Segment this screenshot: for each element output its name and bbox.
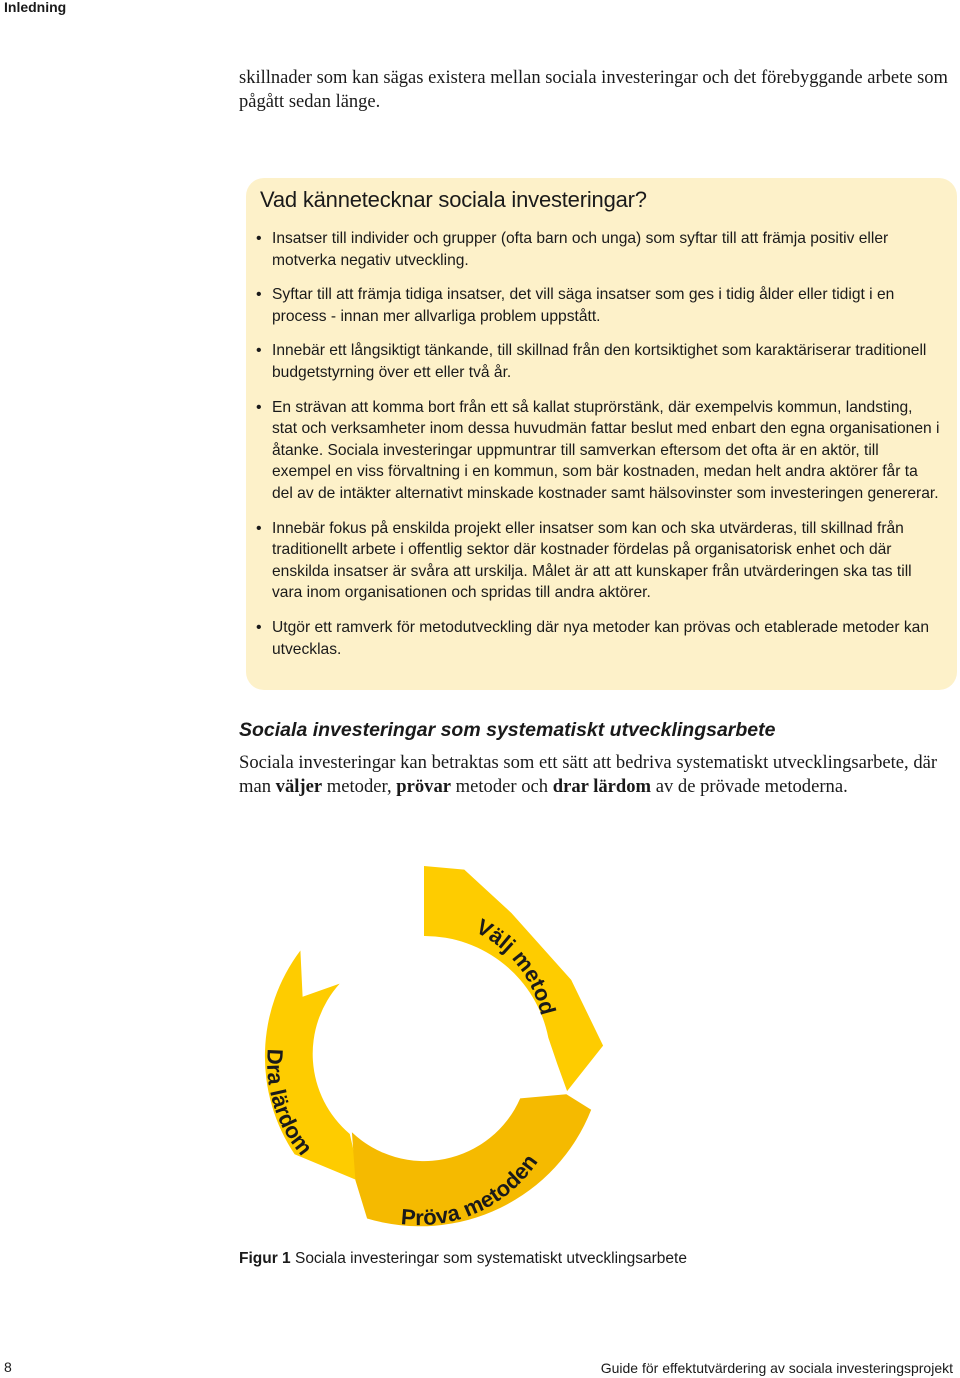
- intro-paragraph: skillnader som kan sägas existera mellan sociala investeringar och det förebyggande arbete som pågått sedan länge.: [239, 68, 948, 112]
- keyword-choose: väljer: [275, 776, 323, 797]
- step-label-choose: Välj metod: [472, 913, 561, 1018]
- footer-title: Guide för effektutvärdering av sociala investeringsprojekt: [600, 1360, 953, 1376]
- section-text: av de prövade metoderna.: [651, 776, 848, 797]
- section-text: metoder och: [451, 776, 553, 797]
- section-body: [239, 751, 960, 799]
- section-text: metoder,: [322, 776, 397, 797]
- list-item: • Syftar till att främja tidiga insatser, det vill säga insatser som ges i tidig ålder eller tidigt i en process - innan mer allvarliga problem uppstått.: [272, 284, 940, 327]
- list-item: • Utgör ett ramverk för metodutveckling där nya metoder kan prövas och etablerade metoder kan utvecklas.: [272, 617, 940, 660]
- list-item: • Innebär fokus på enskilda projekt eller insatser som kan och ska utvärderas, till skillnad från traditionellt arbete i offentlig sektor där kostnader fördelas på organisatorisk enhet och där enskilda insatser är svåra att urskilja. Målet är att att kunskaper från utvärderingen ska tas till vara inom organisationen och spridas till andra aktörer.: [272, 518, 940, 604]
- step-label-learn: Dra lärdom: [261, 1048, 318, 1160]
- figure-caption: [239, 1250, 687, 1268]
- fact-box-list: [272, 228, 940, 673]
- keyword-try: prövar: [396, 776, 452, 797]
- fact-box-title: Vad kännetecknar sociala investeringar?: [260, 187, 647, 212]
- section-text: Sociala investeringar kan betraktas som ett sätt att bedriva systematiskt utvecklingsarbete, där man: [239, 752, 938, 797]
- step-label-try: Pröva metoden: [400, 1149, 543, 1228]
- page-number: 8: [4, 1359, 12, 1375]
- list-item: • En strävan att komma bort från ett så kallat stuprörstänk, där exempelvis kommun, landsting, stat och verksamheter inom dessa huvudmän fattar beslut med enbart den egna organisationen i åtanke. Sociala investeringar uppmuntrar till samverkan eftersom det ofta är en aktör, till exempel en viss förvaltning i en kommun, som bär kostnaden, medan helt andra aktörer får ta del av de intäkter alternativt minskade kostnader samt hälsovinster som investeringen genererar.: [272, 397, 940, 505]
- figure-caption-text: Sociala investeringar som systematiskt utvecklingsarbete: [290, 1250, 687, 1267]
- list-item: • Insatser till individer och grupper (ofta barn och unga) som syftar till att främja positiv eller motverka negativ utveckling.: [272, 228, 940, 271]
- cycle-diagram: [224, 858, 624, 1228]
- running-head: Inledning: [4, 0, 67, 15]
- arrow-choose: [424, 866, 603, 1091]
- section-heading: Sociala investeringar som systematiskt utvecklingsarbete: [239, 719, 776, 741]
- figure-label: Figur 1: [239, 1250, 291, 1267]
- list-item: • Innebär ett långsiktigt tänkande, till skillnad från den kortsiktighet som karaktäriserar traditionell budgetstyrning över ett eller två år.: [272, 340, 940, 383]
- keyword-learn: drar lärdom: [552, 776, 652, 797]
- fact-box: [246, 178, 957, 690]
